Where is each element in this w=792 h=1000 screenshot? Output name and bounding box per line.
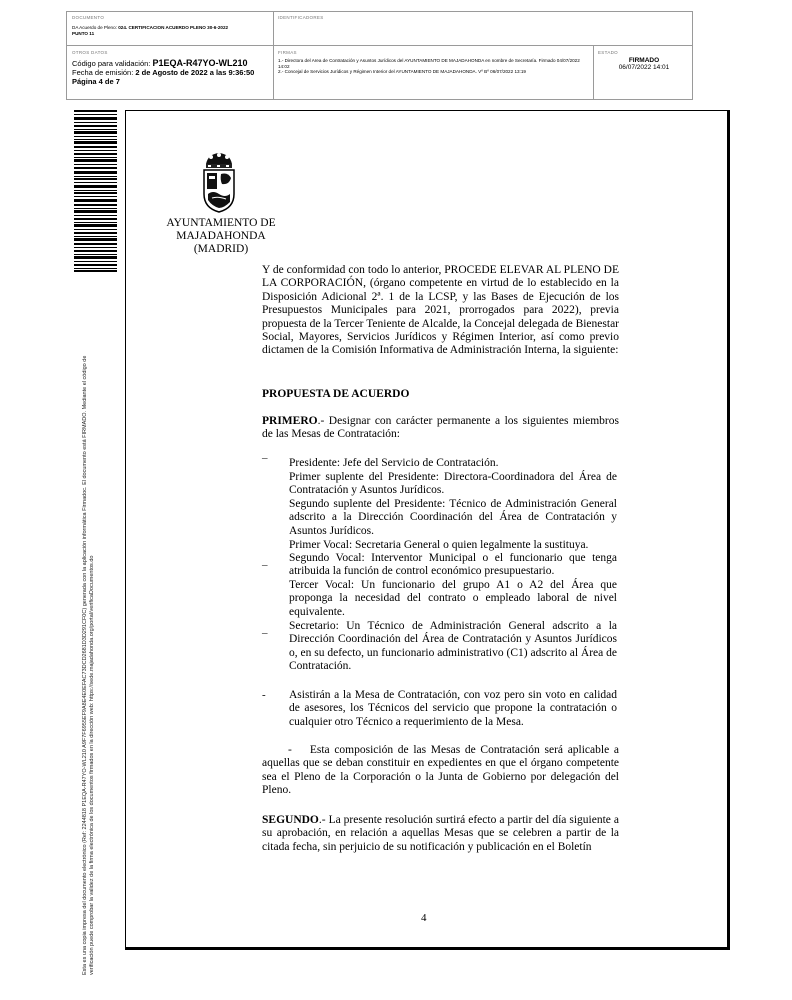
identificadores-label: IDENTIFICADORES	[278, 15, 324, 20]
estado-fecha: 06/07/2022 14:01	[618, 64, 670, 71]
member-primer-vocal: Primer Vocal: Secretaria General o quien legalmente la sustituya.	[289, 539, 589, 551]
otros-datos-cell	[72, 50, 270, 86]
intro-paragraph: Y de conformidad con todo lo anterior, PROCEDE ELEVAR AL PLENO DE LA CORPORACIÓN, (órgano competente en virtud de lo establecido en la Disposición Adicional 2ª. 1 de la LCSP, y las Bases de Ejecución de los Presupuestos Municipales para 2021, prorrogados para 2022), previa propuesta de la Tercer Teniente de Alcalde, la Concejal delegada de Bienestar Social, Mayores, Servicios Jurídicos y Régimen Interior, así como previo dictamen de la Comisión Informativa de Administración Interna, la siguiente:	[262, 264, 619, 357]
dash-asistiran: -	[262, 689, 266, 701]
bullet-mark-2: _	[262, 555, 268, 567]
otros-datos-label: OTROS DATOS	[72, 50, 108, 55]
pagina-indicator: Página 4 de 7	[72, 77, 120, 86]
member-tercer-vocal: Tercer Vocal: Un funcionario del grupo A1 o A2 del Área que proponga la necesidad del contrato o empleado laboral de nivel equivalente.	[289, 579, 617, 618]
documento-punto: PUNTO 11	[72, 30, 95, 36]
coat-of-arms-icon	[198, 152, 240, 214]
composicion-paragraph	[262, 744, 619, 798]
segundo-paragraph	[262, 814, 619, 854]
firmas-label: FIRMAS	[278, 50, 297, 55]
fecha-emision: 2 de Agosto de 2022 a las 9:36:50	[135, 68, 255, 77]
verification-side-text	[82, 295, 96, 975]
documento-title: 024. CERTIFICACION ACUERDO PLENO 30-6-2022	[118, 25, 229, 30]
primero-label: PRIMERO	[262, 415, 318, 427]
firma-2: 2.- Concejal de Servicios Jurídicos y Régimen Interior del AYUNTAMIENTO DE MAJADAHONDA. Vº Bº 06/07/2022 13:19	[278, 69, 526, 74]
primero-paragraph	[262, 415, 619, 442]
estado-cell	[598, 50, 690, 71]
member-segundo-suplente: Segundo suplente del Presidente: Técnico de Administración General adscrito a la Dirección Coordinación del Área de Contratación y Asuntos Jurídicos.	[289, 498, 617, 537]
side-text-line-2: verificación puede comprobar la validez de la firma electrónica de los documentos firmados en la dirección web: https://sede.majadahonda.org/portal/verificaDocumentos.do	[89, 555, 95, 975]
firma-1: 1.- Directora del Area de Contratación y Asuntos Jurídicos del AYUNTAMIENTO DE MAJADAHONDA en nombre de Secretaría. Firmado 04/07/2022 14:02	[278, 58, 580, 69]
composicion-text: Esta composición de las Mesas de Contratación será aplicable a aquellas que se deban constituir en expedientes en que el órgano competente sea el Pleno de la Corporación o la Junta de Gobierno por delegación del Pleno.	[262, 744, 619, 797]
asistiran-paragraph: Asistirán a la Mesa de Contratación, con voz pero sin voto en calidad de asesores, los Técnicos del servicio que propone la contratación o cualquier otro Técnico a requerimiento de la Mesa.	[289, 689, 617, 728]
barcode	[74, 110, 117, 272]
dash-composicion: -	[288, 744, 292, 756]
bullet-mark-3: _	[262, 623, 268, 635]
estado-label: ESTADO	[598, 50, 618, 55]
member-primer-suplente: Primer suplente del Presidente: Directora-Coordinadora del Área de Contratación y Asuntos Jurídicos.	[289, 471, 617, 497]
letterhead-line-3: (MADRID)	[193, 243, 249, 255]
member-secretario: Secretario: Un Técnico de Administración General adscrito a la Dirección Coordinación del Área de Contratación y Asuntos Jurídicos o, en su defecto, un funcionario administrativo (C1) adscrito al Área de Contratación.	[289, 620, 617, 673]
codigo-validacion[interactable]: P1EQA-R47YO-WL210	[152, 58, 248, 68]
letterhead	[158, 217, 284, 256]
identificadores-cell	[278, 15, 324, 20]
segundo-label: SEGUNDO	[262, 814, 319, 826]
segundo-text: .- La presente resolución surtirá efecto a partir del día siguiente a su aprobación, en relación a aquellas Mesas que se celebren a partir de la citada fecha, sin perjuicio de su notificación y publicación en el Boletín	[262, 814, 619, 853]
member-presidente: Presidente: Jefe del Servicio de Contratación.	[289, 457, 499, 469]
fecha-label: Fecha de emisión:	[72, 68, 136, 77]
member-segundo-vocal: Segundo Vocal: Interventor Municipal o el funcionario que tenga atribuida la función de control económico presupuestario.	[289, 552, 617, 578]
document-header	[66, 11, 693, 100]
letterhead-line-2: MAJADAHONDA	[176, 230, 266, 242]
documento-cell	[72, 15, 270, 36]
page-number: 4	[421, 912, 427, 924]
letterhead-line-1: AYUNTAMIENTO DE	[166, 217, 276, 229]
primero-text: .- Designar con carácter permanente a los siguientes miembros de las Mesas de Contratación:	[262, 415, 619, 441]
documento-text: DA Acuerdo de Pleno:	[72, 25, 119, 30]
estado-value: FIRMADO	[628, 57, 660, 64]
side-text-line-1: Esta es una copia impresa del documento electrónico (Ref: 2244818 P1EQA-R47YO-WL210 A9F7F6955EF9A8E4E0EFAC73DCD2681D3D291CF0C) generada con la aplicación informática Firmadoc. El documento está FIRMADO. Mediante el código de	[82, 355, 88, 975]
bullet-mark-1: _	[262, 448, 268, 460]
codigo-label: Código para validación:	[72, 59, 153, 68]
documento-label: DOCUMENTO	[72, 15, 105, 20]
firmas-cell	[278, 50, 590, 75]
propuesta-heading: PROPUESTA DE ACUERDO	[262, 388, 410, 400]
